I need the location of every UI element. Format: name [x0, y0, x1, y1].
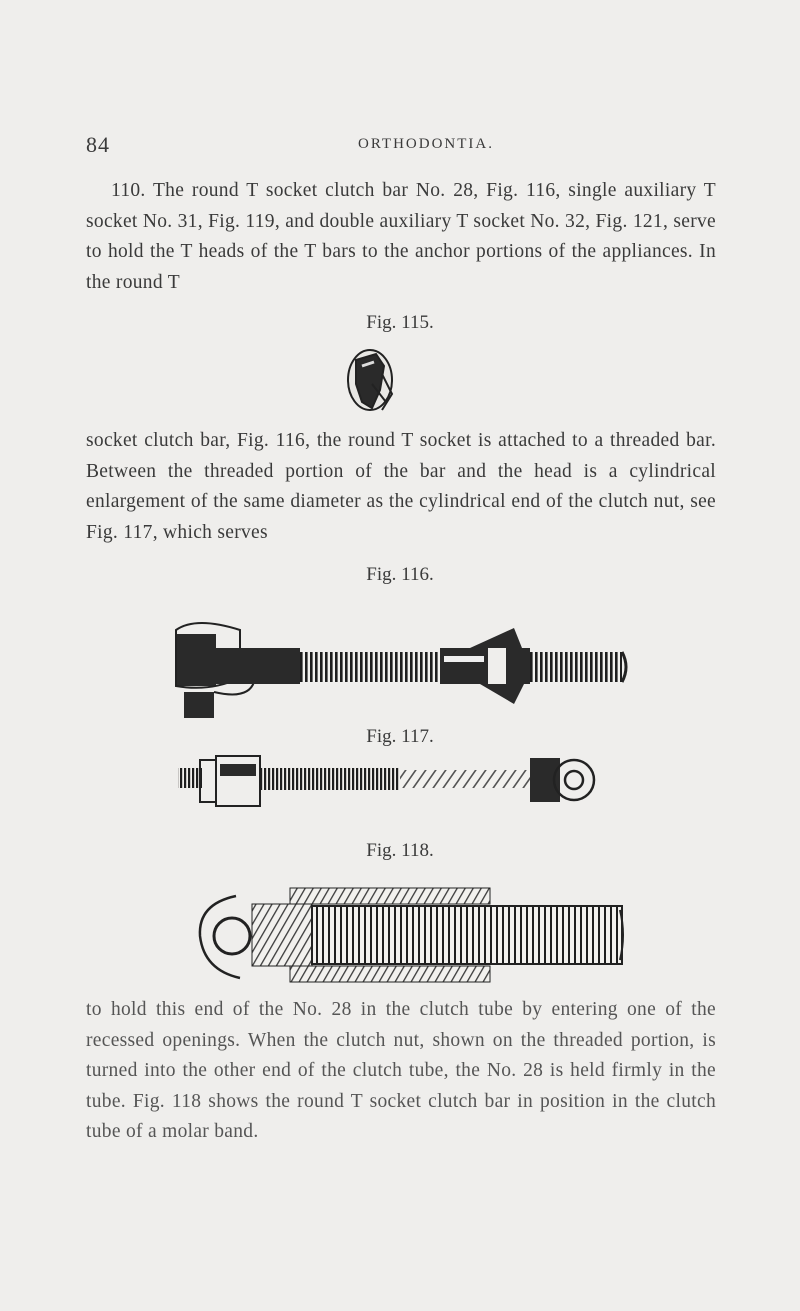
paragraph-110-end: to hold this end of the No. 28 in the clutch tube by entering one of the recessed openings. When the clutch nut, shown on the threaded portion, is turned into the other end of the clutch tube, the No. 28 is held firmly in the tube. Fig. 118 shows the round T socket clutch bar in position in the clutch tube of a molar band. [86, 999, 716, 1142]
figure-116-clutch-bar [170, 608, 630, 720]
paragraph-110-continued: socket clutch bar, Fig. 116, the round T socket is attached to a threaded bar. Between the threaded portion of the bar and the head is a cylindrical enlargement of the same diameter as the cylindrical end of the clutch nut, see Fig. 117, which serves [86, 430, 716, 543]
figure-118-clutch-tube-assembly [196, 882, 624, 990]
running-head: ORTHODONTIA. [357, 136, 494, 152]
figure-115-caption: Fig. 115. [366, 312, 434, 333]
figure-117-clutch-nut [176, 754, 604, 812]
figure-115-round-t-socket [342, 344, 402, 416]
figure-118-caption: Fig. 118. [366, 840, 434, 861]
figure-117-caption: Fig. 117. [366, 726, 434, 747]
figure-116-caption: Fig. 116. [366, 564, 434, 585]
page-header [86, 132, 726, 162]
page-number: 84 [86, 132, 110, 157]
paragraph-110: 110. The round T socket clutch bar No. 28, Fig. 116, single auxiliary T socket No. 31, Fig. 119, and double auxiliary T socket No. 32, Fig. 121, serve to hold the T heads of the T bars to the anchor portions of the appliances. In the round T [86, 180, 716, 293]
